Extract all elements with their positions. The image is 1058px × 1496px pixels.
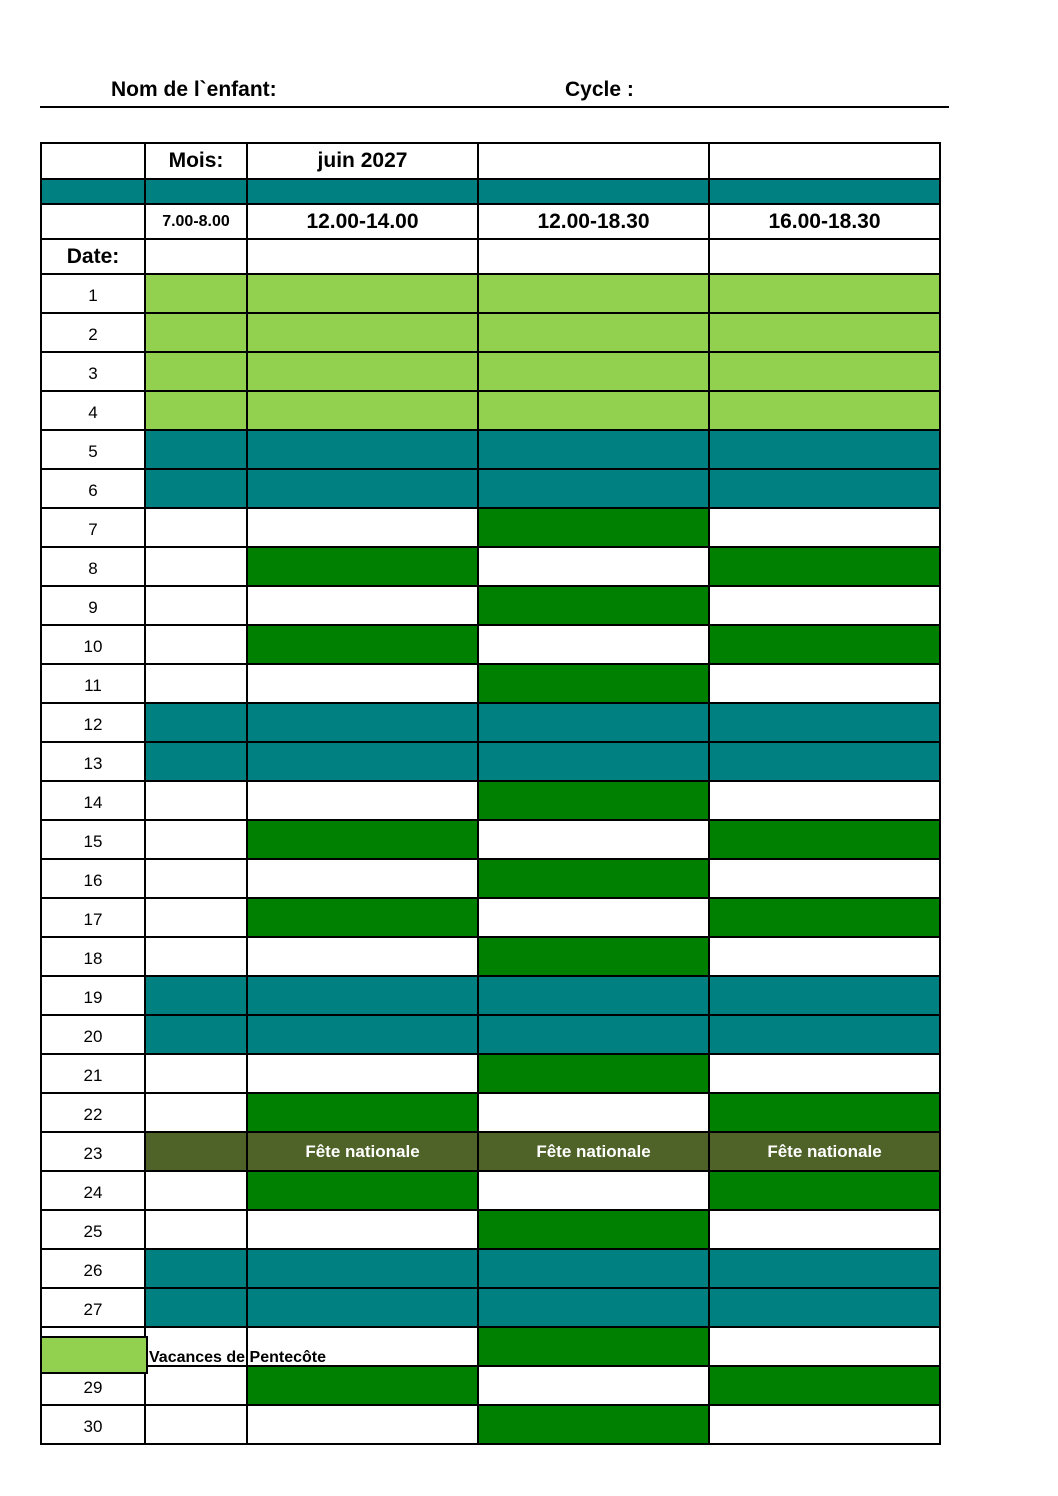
slot-cell[interactable] [478, 781, 709, 820]
day-row [41, 586, 940, 625]
slot-cell[interactable] [247, 820, 478, 859]
day-row [41, 820, 940, 859]
slot-cell[interactable] [709, 1288, 940, 1327]
day-row [41, 430, 940, 469]
slot-cell[interactable] [709, 1015, 940, 1054]
slot-cell[interactable] [709, 1327, 940, 1366]
month-row [41, 143, 940, 179]
slot-cell[interactable] [478, 1054, 709, 1093]
holiday-cell[interactable]: Fête nationale [478, 1132, 709, 1171]
slot-cell[interactable] [247, 859, 478, 898]
day-number: 2 [41, 313, 145, 352]
slot-cell[interactable] [247, 1015, 478, 1054]
slot-cell[interactable] [247, 391, 478, 430]
band-cell [478, 179, 709, 204]
day-row [41, 703, 940, 742]
empty-cell [41, 143, 145, 179]
slot-cell[interactable] [247, 898, 478, 937]
slot-cell[interactable] [145, 976, 247, 1015]
slot-cell[interactable] [145, 742, 247, 781]
slot-cell[interactable] [478, 391, 709, 430]
slot-cell[interactable] [478, 742, 709, 781]
slot-cell[interactable] [478, 430, 709, 469]
slot-cell[interactable] [709, 1366, 940, 1405]
slot-cell[interactable] [709, 1249, 940, 1288]
slot-cell[interactable] [247, 976, 478, 1015]
slot-cell[interactable] [247, 547, 478, 586]
day-row [41, 1288, 940, 1327]
slot-cell[interactable] [145, 781, 247, 820]
slot-cell[interactable] [709, 1093, 940, 1132]
day-row [41, 1054, 940, 1093]
slot-cell[interactable] [478, 1288, 709, 1327]
legend-label: Vacances de Pentecôte [149, 1349, 326, 1366]
slot-noon: 12.00-14.00 [247, 204, 478, 239]
day-row [41, 352, 940, 391]
slot-cell[interactable] [247, 1054, 478, 1093]
slot-cell[interactable] [478, 469, 709, 508]
slot-cell[interactable] [145, 1015, 247, 1054]
slot-cell[interactable] [478, 664, 709, 703]
slot-cell[interactable] [709, 430, 940, 469]
day-number: 23 [41, 1132, 145, 1171]
slot-cell[interactable] [247, 781, 478, 820]
day-row [41, 274, 940, 313]
slot-cell[interactable] [478, 508, 709, 547]
day-number: 16 [41, 859, 145, 898]
slot-cell[interactable] [709, 1210, 940, 1249]
slot-cell[interactable] [478, 1405, 709, 1444]
slot-cell[interactable] [247, 586, 478, 625]
slot-cell[interactable] [709, 625, 940, 664]
slot-cell[interactable] [145, 1405, 247, 1444]
day-row [41, 1093, 940, 1132]
slot-row [41, 204, 940, 239]
slot-cell[interactable] [247, 274, 478, 313]
slot-cell[interactable] [709, 469, 940, 508]
cycle-label: Cycle : [565, 78, 634, 101]
slot-cell[interactable] [247, 313, 478, 352]
date-label: Date: [41, 239, 145, 274]
band-cell [145, 179, 247, 204]
slot-cell[interactable] [709, 586, 940, 625]
slot-cell[interactable] [145, 352, 247, 391]
slot-morning: 7.00-8.00 [145, 204, 247, 239]
slot-cell[interactable] [145, 1210, 247, 1249]
slot-cell[interactable] [478, 274, 709, 313]
form-header [40, 78, 949, 108]
slot-cell[interactable] [145, 1132, 247, 1171]
day-row [41, 898, 940, 937]
holiday-cell[interactable]: Fête nationale [709, 1132, 940, 1171]
slot-cell[interactable] [709, 274, 940, 313]
slot-cell[interactable] [145, 1171, 247, 1210]
slot-cell[interactable] [709, 898, 940, 937]
slot-cell[interactable] [709, 1171, 940, 1210]
slot-cell[interactable] [247, 703, 478, 742]
slot-cell[interactable] [145, 664, 247, 703]
child-name-label: Nom de l`enfant: [111, 78, 277, 101]
slot-cell[interactable] [709, 976, 940, 1015]
slot-cell[interactable] [247, 1093, 478, 1132]
slot-cell[interactable] [478, 976, 709, 1015]
slot-cell[interactable] [478, 1327, 709, 1366]
day-row [41, 1171, 940, 1210]
day-row [41, 976, 940, 1015]
slot-cell[interactable] [247, 1366, 478, 1405]
slot-cell[interactable] [478, 859, 709, 898]
slot-cell[interactable] [478, 547, 709, 586]
slot-cell[interactable] [247, 352, 478, 391]
slot-cell[interactable] [709, 1054, 940, 1093]
slot-cell[interactable] [709, 703, 940, 742]
day-number: 25 [41, 1210, 145, 1249]
day-number: 3 [41, 352, 145, 391]
empty-cell [478, 143, 709, 179]
band-cell [41, 179, 145, 204]
day-row [41, 1132, 940, 1171]
day-number: 26 [41, 1249, 145, 1288]
slot-cell[interactable] [145, 898, 247, 937]
day-row [41, 313, 940, 352]
day-row [41, 1405, 940, 1444]
slot-cell[interactable] [478, 703, 709, 742]
slot-cell[interactable] [478, 1366, 709, 1405]
header-band [41, 179, 940, 204]
day-row [41, 1210, 940, 1249]
slot-cell[interactable] [247, 742, 478, 781]
day-row [41, 937, 940, 976]
legend-swatch [40, 1336, 148, 1374]
day-row [41, 1249, 940, 1288]
day-row [41, 547, 940, 586]
day-row [41, 469, 940, 508]
slot-cell[interactable] [247, 1249, 478, 1288]
slot-cell[interactable] [247, 508, 478, 547]
slot-cell[interactable] [145, 547, 247, 586]
slot-cell[interactable] [247, 1171, 478, 1210]
day-row [41, 781, 940, 820]
slot-cell[interactable] [709, 781, 940, 820]
slot-cell[interactable] [709, 352, 940, 391]
day-number: 11 [41, 664, 145, 703]
day-number: 8 [41, 547, 145, 586]
day-row [41, 859, 940, 898]
day-number: 10 [41, 625, 145, 664]
slot-cell[interactable] [145, 1249, 247, 1288]
slot-cell[interactable] [478, 1015, 709, 1054]
empty-cell [145, 239, 247, 274]
slot-cell[interactable] [247, 1288, 478, 1327]
slot-cell[interactable] [145, 1366, 247, 1405]
day-number: 22 [41, 1093, 145, 1132]
day-row [41, 625, 940, 664]
day-number: 19 [41, 976, 145, 1015]
day-row [41, 664, 940, 703]
slot-cell[interactable] [478, 586, 709, 625]
day-number: 29 [41, 1366, 145, 1405]
slot-cell[interactable] [145, 508, 247, 547]
slot-cell[interactable] [247, 625, 478, 664]
slot-cell[interactable] [709, 664, 940, 703]
slot-cell[interactable] [709, 508, 940, 547]
day-number: 30 [41, 1405, 145, 1444]
date-row [41, 239, 940, 274]
band-cell [247, 179, 478, 204]
day-number: 20 [41, 1015, 145, 1054]
slot-cell[interactable] [145, 1093, 247, 1132]
day-number: 7 [41, 508, 145, 547]
month-label: Mois: [145, 143, 247, 179]
day-number: 24 [41, 1171, 145, 1210]
slot-cell[interactable] [145, 859, 247, 898]
day-number: 14 [41, 781, 145, 820]
slot-cell[interactable] [709, 742, 940, 781]
slot-cell[interactable] [478, 1249, 709, 1288]
day-row [41, 1015, 940, 1054]
slot-cell[interactable] [478, 352, 709, 391]
slot-cell[interactable] [709, 820, 940, 859]
day-number: 18 [41, 937, 145, 976]
slot-cell[interactable] [478, 937, 709, 976]
slot-cell[interactable] [478, 313, 709, 352]
day-number: 17 [41, 898, 145, 937]
day-row [41, 391, 940, 430]
empty-cell [41, 204, 145, 239]
slot-cell[interactable] [478, 898, 709, 937]
empty-cell [247, 239, 478, 274]
slot-cell[interactable] [478, 820, 709, 859]
slot-cell[interactable] [247, 1210, 478, 1249]
day-number: 27 [41, 1288, 145, 1327]
slot-cell[interactable] [145, 313, 247, 352]
slot-cell[interactable] [478, 625, 709, 664]
month-value: juin 2027 [247, 143, 478, 179]
day-row [41, 742, 940, 781]
slot-evening: 16.00-18.30 [709, 204, 940, 239]
slot-cell[interactable] [145, 1288, 247, 1327]
slot-cell[interactable] [145, 430, 247, 469]
holiday-cell[interactable]: Fête nationale [247, 1132, 478, 1171]
slot-cell[interactable] [709, 391, 940, 430]
day-number: 12 [41, 703, 145, 742]
day-number: 1 [41, 274, 145, 313]
slot-cell[interactable] [478, 1171, 709, 1210]
slot-cell[interactable] [709, 937, 940, 976]
band-cell [709, 179, 940, 204]
day-number: 15 [41, 820, 145, 859]
slot-cell[interactable] [247, 430, 478, 469]
day-number: 6 [41, 469, 145, 508]
slot-cell[interactable] [145, 703, 247, 742]
slot-cell[interactable] [247, 937, 478, 976]
day-number: 5 [41, 430, 145, 469]
slot-cell[interactable] [145, 1054, 247, 1093]
slot-afternoon: 12.00-18.30 [478, 204, 709, 239]
slot-cell[interactable] [709, 859, 940, 898]
slot-cell[interactable] [145, 937, 247, 976]
day-number: 9 [41, 586, 145, 625]
day-row [41, 1366, 940, 1405]
slot-cell[interactable] [247, 1405, 478, 1444]
slot-cell[interactable] [709, 547, 940, 586]
slot-cell[interactable] [145, 469, 247, 508]
empty-cell [709, 239, 940, 274]
slot-cell[interactable] [145, 820, 247, 859]
day-number: 21 [41, 1054, 145, 1093]
slot-cell[interactable] [247, 664, 478, 703]
empty-cell [478, 239, 709, 274]
slot-cell[interactable] [709, 1405, 940, 1444]
slot-cell[interactable] [145, 391, 247, 430]
day-number: 13 [41, 742, 145, 781]
day-row [41, 508, 940, 547]
slot-cell[interactable] [145, 586, 247, 625]
slot-cell[interactable] [145, 274, 247, 313]
slot-cell[interactable] [478, 1210, 709, 1249]
empty-cell [709, 143, 940, 179]
day-number: 4 [41, 391, 145, 430]
slot-cell[interactable] [247, 469, 478, 508]
slot-cell[interactable] [709, 313, 940, 352]
attendance-table [40, 142, 941, 1445]
slot-cell[interactable] [478, 1093, 709, 1132]
slot-cell[interactable] [145, 625, 247, 664]
